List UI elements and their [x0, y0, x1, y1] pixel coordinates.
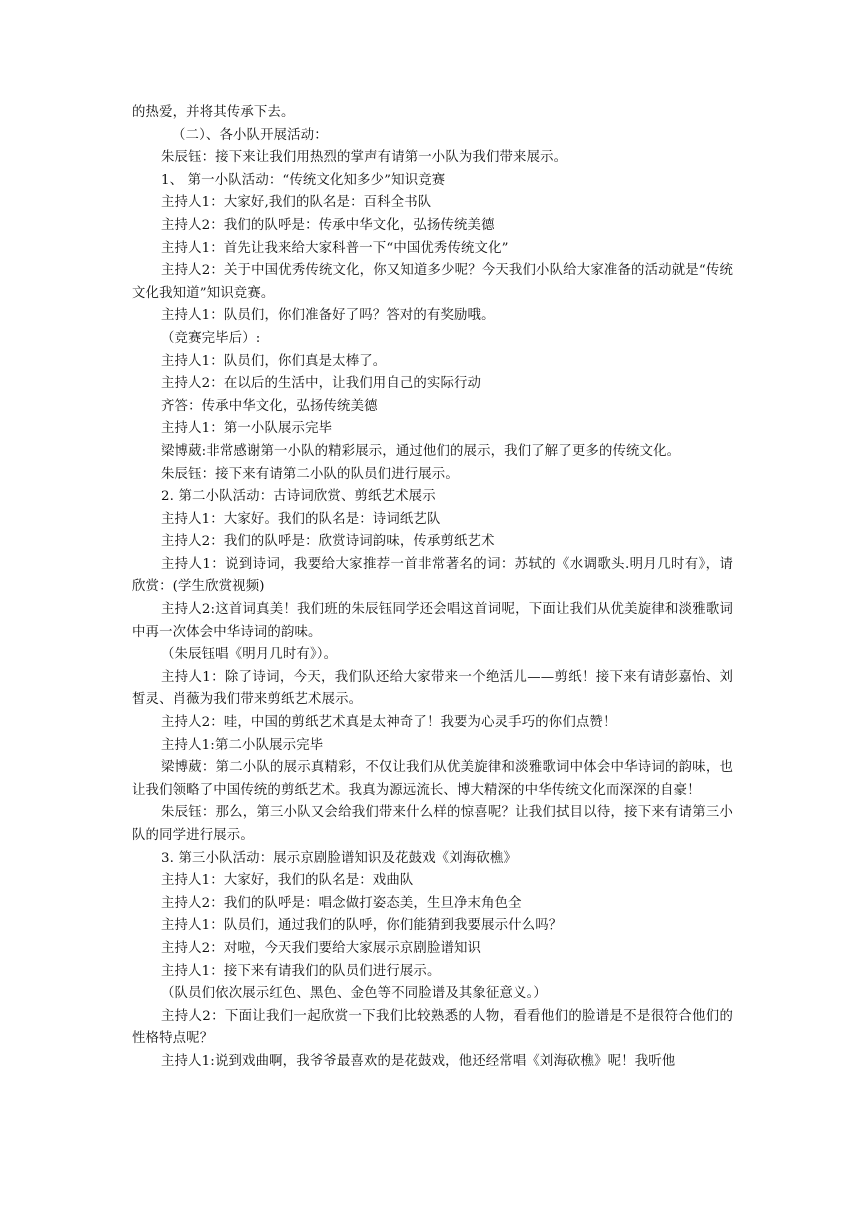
- paragraph: 主持人2:这首词真美！我们班的朱辰钰同学还会唱这首词呢，下面让我们从优美旋律和淡雅歌词中再一次体会中华诗词的韵味。: [132, 602, 733, 640]
- paragraph: 主持人2：我们的队呼是：欣赏诗词韵味，传承剪纸艺术: [161, 534, 495, 550]
- paragraph: 2. 第二小队活动：古诗词欣赏、剪纸艺术展示: [161, 489, 436, 505]
- paragraph: 的热爱，并将其传承下去。: [132, 105, 295, 120]
- paragraph: 梁博葳：第二小队的展示真精彩，不仅让我们从优美旋律和淡雅歌词中体会中华诗词的韵味，也让我们领略了中国传统的剪纸艺术。我真为源远流长、博大精深的中华传统文化而深深的自豪！: [132, 760, 733, 798]
- paragraph: 朱辰钰：接下来有请第二小队的队员们进行展示。: [161, 466, 459, 482]
- paragraph: 主持人1：大家好,我们的队名是：百科全书队: [161, 195, 432, 211]
- paragraph: 主持人1：首先让我来给大家科普一下“中国优秀传统文化”: [161, 240, 509, 256]
- paragraph: 主持人2：在以后的生活中，让我们用自己的实际行动: [161, 376, 482, 392]
- paragraph: 主持人1:第二小队展示完毕: [161, 737, 324, 753]
- paragraph: （二）、各小队开展活动：: [172, 127, 328, 143]
- paragraph: 主持人1:说到戏曲啊，我爷爷最喜欢的是花鼓戏，他还经常唱《刘海砍樵》呢！我听他: [161, 1053, 676, 1069]
- paragraph: 梁博葳:非常感谢第一小队的精彩展示，通过他们的展示，我们了解了更多的传统文化。: [161, 443, 681, 459]
- paragraph: 主持人1：队员们，你们真是太棒了。: [161, 353, 387, 369]
- paragraph: 1、 第一小队活动：“传统文化知多少”知识竞赛: [161, 172, 446, 188]
- paragraph: 主持人2：关于中国优秀传统文化，你又知道多少呢？今天我们小队给大家准备的活动就是“传统文化我知道”知识竞赛。: [132, 263, 733, 301]
- paragraph: 主持人1：队员们，通过我们的队呼，你们能猜到我要展示什么吗？: [161, 918, 563, 934]
- paragraph: 主持人2：哇，中国的剪纸艺术真是太神奇了！我要为心灵手巧的你们点赞！: [161, 715, 617, 731]
- paragraph: 主持人1：接下来有请我们的队员们进行展示。: [161, 963, 441, 979]
- paragraph: 主持人2：对啦，今天我们要给大家展示京剧脸谱知识: [161, 940, 482, 956]
- paragraph: （竞赛完毕后）:: [161, 330, 261, 346]
- paragraph: 3. 第三小队活动：展示京剧脸谱知识及花鼓戏《刘海砍樵》: [161, 850, 517, 866]
- paragraph: 朱辰钰：那么，第三小队又会给我们带来什么样的惊喜呢？让我们拭目以待，接下来有请第三小队的同学进行展示。: [132, 805, 733, 843]
- paragraph: 主持人1：队员们，你们准备好了吗？答对的有奖励哦。: [161, 308, 495, 324]
- paragraph: 齐答：传承中华文化，弘扬传统美德: [161, 398, 378, 414]
- paragraph: 主持人1：除了诗词，今天，我们队还给大家带来一个绝活儿——剪纸！接下来有请彭嘉怡、刘皙灵、肖薇为我们带来剪纸艺术展示。: [132, 669, 733, 708]
- paragraph: 主持人1：大家好，我们的队名是：戏曲队: [161, 873, 414, 889]
- paragraph: （朱辰钰唱《明月几时有》）。: [161, 647, 338, 663]
- paragraph: 主持人2：下面让我们一起欣赏一下我们比较熟悉的人物，看看他们的脸谱是不是很符合他们的性格特点呢？: [132, 1008, 733, 1047]
- paragraph: 朱辰钰：接下来让我们用热烈的掌声有请第一小队为我们带来展示。: [161, 150, 568, 166]
- paragraph: 主持人1：大家好。我们的队名是：诗词纸艺队: [161, 511, 441, 527]
- paragraph: 主持人2：我们的队呼是：传承中华文化，弘扬传统美德: [161, 217, 495, 233]
- document-page: [132, 102, 733, 1074]
- paragraph: 主持人1：第一小队展示完毕: [161, 421, 333, 437]
- paragraph: 主持人1：说到诗词，我要给大家推荐一首非常著名的词：苏轼的《水调歌头.明月几时有》，请欣赏：(学生欣赏视频): [132, 556, 733, 595]
- paragraph: 主持人2：我们的队呼是：唱念做打姿态美，生旦净末角色全: [161, 895, 522, 911]
- paragraph: （队员们依次展示红色、黑色、金色等不同脸谱及其象征意义。）: [161, 986, 547, 1002]
